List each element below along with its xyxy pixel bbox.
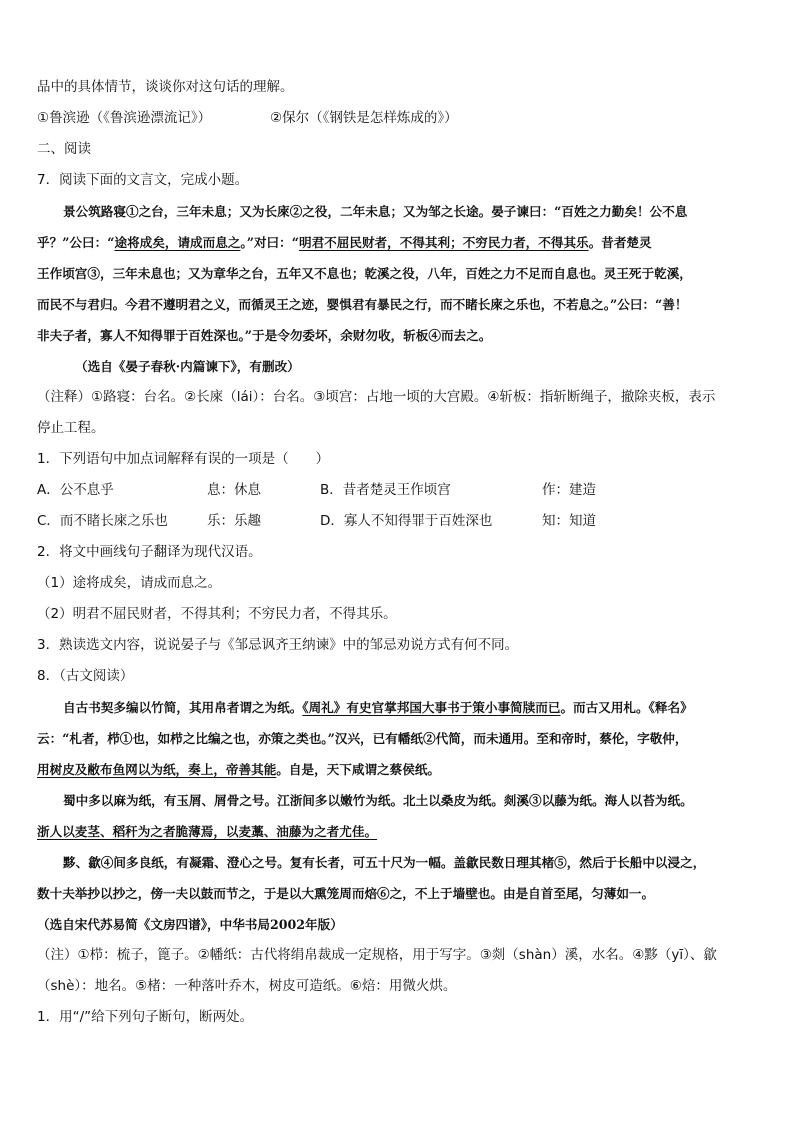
choice-b: B．昔者楚灵王作顷宫: [320, 482, 451, 498]
question-line: 1．用“/”给下列句子断句，断两处。: [37, 1009, 254, 1025]
question-line: 3．熟读选文内容，说说晏子与《邹忌讽齐王纳谏》中的邹忌劝说方式有何不同。: [37, 637, 519, 653]
question-line: 2．将文中画线句子翻译为现代汉语。: [37, 544, 262, 560]
source-citation: （选自《晏子春秋·内篇谏下》，有删改）: [75, 359, 300, 374]
underlined-sentence: 浙人以麦茎、稻秆为之者脆薄焉，以麦藁、油藤为之者尤佳。: [37, 824, 378, 839]
passage-line: [37, 816, 759, 847]
underlined-sentence: 明君不屈民财者，不得其利；不穷民力者，不得其乐: [298, 235, 589, 250]
passage-line: 用树皮及敝布鱼网以为纸，奏上，帝善其能。自是，天下咸谓之蔡侯纸。: [37, 762, 440, 777]
passage-line: 自古书契多编以竹简，其用帛者谓之为纸。《周礼》有史官掌邦国大事书于策小事简牍而已。而古又用札。《释名》: [63, 700, 693, 715]
passage-line: 蜀中多以麻为纸，有玉屑、屑骨之号。江浙间多以嫩竹为纸。北土以桑皮为纸。剡溪③以藤为纸。海人以苔为纸。: [63, 793, 693, 808]
passage-line: 而民不与君归。今君不遵明君之义，而循灵王之迹，婴惧君有暴民之行，而不睹长庲之乐也，不若息之。”公曰：“善！: [37, 297, 688, 312]
text-line: 品中的具体情节，谈谈你对这句话的理解。: [37, 79, 294, 95]
choice-d: D．寡人不知得罪于百姓深也: [320, 513, 493, 529]
option-robinson: ①鲁滨逊（《鲁滨逊漂流记》）: [37, 110, 212, 126]
choice-a-gloss: 息：休息: [207, 482, 261, 498]
passage-line: 数十夫举抄以抄之，傍一夫以鼓而节之，于是以大熏笼周而焙⑥之，不上于墙壁也。由是自首至尾，匀薄如一。: [37, 886, 655, 901]
underlined-sentence: 《周礼》有史官掌邦国大事书于策小事简牍而已: [302, 700, 561, 715]
choice-c-gloss: 乐：乐趣: [207, 513, 261, 529]
option-paul: ②保尔（《钢铁是怎样炼成的》）: [270, 110, 458, 126]
passage-line: 王作顷宫③，三年未息也；又为章华之台，五年又不息也；乾溪之役，八年，百姓之力不足而自息也。灵王死于乾溪，: [37, 266, 692, 281]
question-heading: 7．阅读下面的文言文，完成小题。: [37, 172, 249, 188]
question-line: 1．下列语句中加点词解释有误的一项是（ ）: [37, 451, 330, 467]
annotation-line: （注）①栉：梳子，篦子。②幡纸：古代将绢帛裁成一定规格，用于写字。③剡（shàn）溪，水名。④黟（yī）、歙: [37, 947, 717, 963]
underlined-sentence: 途将成矣，请成而息之: [114, 235, 241, 250]
section-heading: 二、阅读: [37, 141, 91, 157]
question-line: （1）途将成矣，请成而息之。: [37, 575, 222, 591]
passage-line: 乎？”公曰：“途将成矣，请成而息之。”对曰：“明君不屈民财者，不得其利；不穷民力者，不得其乐。昔者楚灵: [37, 235, 652, 250]
source-citation: （选自宋代苏易简《文房四谱》，中华书局2002年版）: [37, 917, 343, 932]
choice-b-gloss: 作：建造: [542, 482, 596, 498]
underlined-sentence: 用树皮及敝布鱼网以为纸，奏上，帝善其能: [37, 762, 277, 777]
question-line: （2）明君不屈民财者，不得其利；不穷民力者，不得其乐。: [37, 606, 397, 622]
passage-line: 非夫子者，寡人不知得罪于百姓深也。”于是令勿委坏，余财勿收，斩板④而去之。: [37, 328, 492, 343]
passage-line: 景公筑路寝①之台，三年未息；又为长庲②之役，二年未息；又为邹之长途。晏子谏曰：“百姓之力勤矣！公不息: [63, 204, 688, 219]
annotation-line: （注释）①路寝：台名。②长庲（lái）：台名。③顷宫：占地一顷的大宫殿。④斩板：指斩断绳子，撤除夹板，表示: [37, 389, 716, 405]
choice-row: [37, 475, 759, 506]
choice-d-gloss: 知：知道: [542, 513, 596, 529]
text-line: [37, 103, 759, 134]
annotation-line: 停止工程。: [37, 420, 105, 436]
question-heading: 8．（古文阅读）: [37, 668, 134, 684]
passage-line: 云：“札者，栉①也，如栉之比编之也，亦策之类也。”汉兴，已有幡纸②代简，而未通用。至和帝时，蔡伦，字敬仲，: [37, 731, 688, 746]
annotation-line: （shè）：地名。⑤楮：一种落叶乔木，树皮可造纸。⑥焙：用微火烘。: [37, 978, 457, 994]
document-page: [37, 72, 759, 1033]
choice-a: A．公不息乎: [37, 482, 114, 498]
choice-c: C．而不睹长庲之乐也: [37, 513, 168, 529]
choice-row: [37, 506, 759, 537]
passage-line: 黟、歙④间多良纸，有凝霜、澄心之号。复有长者，可五十尺为一幅。盖歙民数日理其楮⑤，然后于长船中以浸之，: [63, 855, 706, 870]
